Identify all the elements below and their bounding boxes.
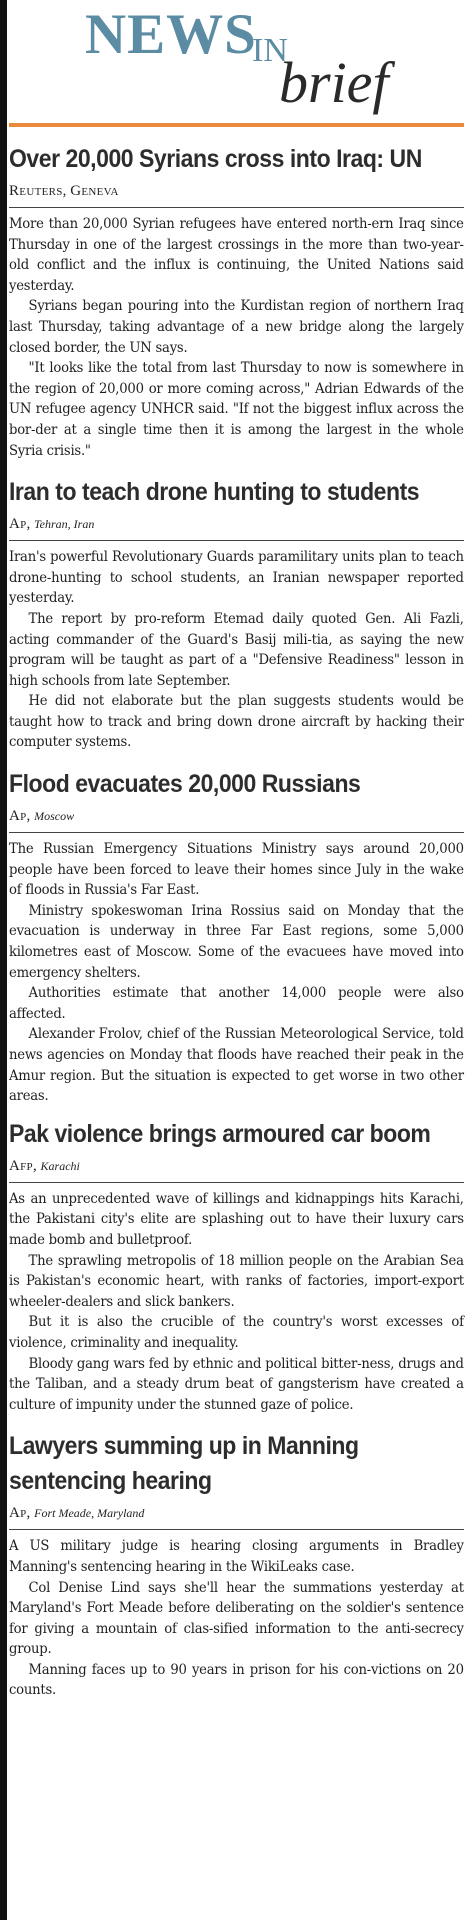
byline-place: Fort Meade, Maryland: [34, 1506, 145, 1521]
paragraph: Col Denise Lind says she'll hear the summations yesterday at Maryland's Fort Meade before deliberating on the soldier's sentence for giving a mountain of clas-sified information to the anti-secrecy group.: [9, 1579, 464, 1658]
byline: [9, 516, 464, 536]
paragraph: More than 20,000 Syrian refugees have entered north-ern Iraq since Thursday in one of the largest crossings in the more than two-year-old conflict and the influx is continuing, the United Nations said yesterday.: [9, 216, 464, 294]
byline-agency: Reuters,: [9, 183, 67, 199]
article-manning-sentencing: [9, 1429, 464, 1701]
article-body: [9, 547, 464, 753]
news-in-brief-page: [9, 0, 464, 1701]
article-pak-armoured-cars: [9, 1117, 464, 1416]
byline: [9, 1505, 464, 1525]
byline-place: Moscow: [34, 809, 75, 824]
paragraph: Syrians began pouring into the Kurdistan region of northern Iraq last Thursday, taking advantage of a new bridge along the largely closed border, the UN says.: [9, 298, 464, 356]
paragraph: Authorities estimate that another 14,000 people were also affected.: [9, 985, 464, 1022]
headline: Over 20,000 Syrians cross into Iraq: UN: [9, 145, 422, 173]
byline-agency: Afp,: [9, 1157, 38, 1174]
masthead-news: NEWS: [85, 3, 257, 66]
byline-agency: Ap,: [9, 516, 31, 533]
masthead-orange-rule: [9, 123, 464, 127]
byline: [9, 1158, 464, 1178]
divider: [9, 1182, 464, 1183]
left-edge-bar: [0, 0, 7, 1920]
paragraph: He did not elaborate but the plan suggests students would be taught how to track and bring down drone aircraft by hacking their computer systems.: [9, 693, 464, 751]
paragraph: A US military judge is hearing closing arguments in Bradley Manning's sentencing hearing in the WikiLeaks case.: [9, 1538, 464, 1575]
masthead: [9, 0, 464, 128]
paragraph: Iran's powerful Revolutionary Guards paramilitary units plan to teach drone-hunting to school students, an Iranian newspaper reported yesterday.: [9, 549, 464, 607]
paragraph: But it is also the crucible of the country's worst excesses of violence, criminality and inequality.: [9, 1314, 464, 1351]
byline-place: Tehran, Iran: [34, 517, 95, 532]
headline: Lawyers summing up in Manning sentencing hearing: [9, 1432, 359, 1496]
byline-agency: Ap,: [9, 1505, 31, 1522]
paragraph: "It looks like the total from last Thursday to now is somewhere in the region of 20,000 or more coming across," Adrian Edwards of the UN refugee agency UNHCR said. "If not the biggest influx across the bor-der at a single time then it is among the largest in the whole Syria crisis.": [9, 360, 464, 459]
byline-agency: Ap,: [9, 808, 31, 825]
article-syrians-iraq: [9, 142, 464, 461]
article-body: [9, 839, 464, 1107]
byline: [9, 808, 464, 828]
article-iran-drone: [9, 475, 464, 753]
divider: [9, 1529, 464, 1530]
paragraph: The sprawling metropolis of 18 million people on the Arabian Sea is Pakistan's economic heart, with ranks of factories, import-export wheeler-dealers and slick bankers.: [9, 1252, 464, 1310]
article-russia-flood: [9, 767, 464, 1107]
paragraph: The Russian Emergency Situations Ministry says around 20,000 people have been forced to leave their homes since July in the wake of floods in Russia's Far East.: [9, 841, 464, 899]
paragraph: Alexander Frolov, chief of the Russian Meteorological Service, told news agencies on Monday that floods have reached their peak in the Amur region. But the situation is expected to get worse in two other areas.: [9, 1026, 464, 1105]
paragraph: Ministry spokeswoman Irina Rossius said on Monday that the evacuation is underway in three Far East regions, some 5,000 kilometres east of Moscow. Some of the evacuees have moved into emergency shelters.: [9, 902, 464, 981]
paragraph: Manning faces up to 90 years in prison for his con-victions on 20 counts.: [9, 1661, 464, 1699]
article-body: [9, 1189, 464, 1416]
article-body: [9, 214, 464, 461]
masthead-brief: brief: [279, 50, 389, 115]
headline: Iran to teach drone hunting to students: [9, 478, 420, 507]
masthead-in: IN: [252, 32, 288, 69]
paragraph: As an unprecedented wave of killings and kidnappings hits Karachi, the Pakistani city's elite are splashing out to have their luxury cars made bomb and bulletproof.: [9, 1190, 464, 1248]
byline: [9, 183, 464, 203]
article-body: [9, 1536, 464, 1701]
divider: [9, 540, 464, 541]
byline-place: Karachi: [40, 1158, 80, 1173]
headline: Pak violence brings armoured car boom: [9, 1119, 431, 1148]
divider: [9, 207, 464, 208]
divider: [9, 832, 464, 833]
paragraph: The report by pro-reform Etemad daily quoted Gen. Ali Fazli, acting commander of the Guard's Basij mili-tia, as saying the new program will be taught as part of a "Defensive Readiness" lesson in high schools from late September.: [9, 610, 464, 689]
headline: Flood evacuates 20,000 Russians: [9, 770, 361, 799]
paragraph: Bloody gang wars fed by ethnic and political bitter-ness, drugs and the Taliban, and a steady drum beat of gangsterism have created a culture of impunity under the stunned gaze of police.: [9, 1355, 464, 1413]
byline-place: Geneva: [70, 183, 119, 199]
